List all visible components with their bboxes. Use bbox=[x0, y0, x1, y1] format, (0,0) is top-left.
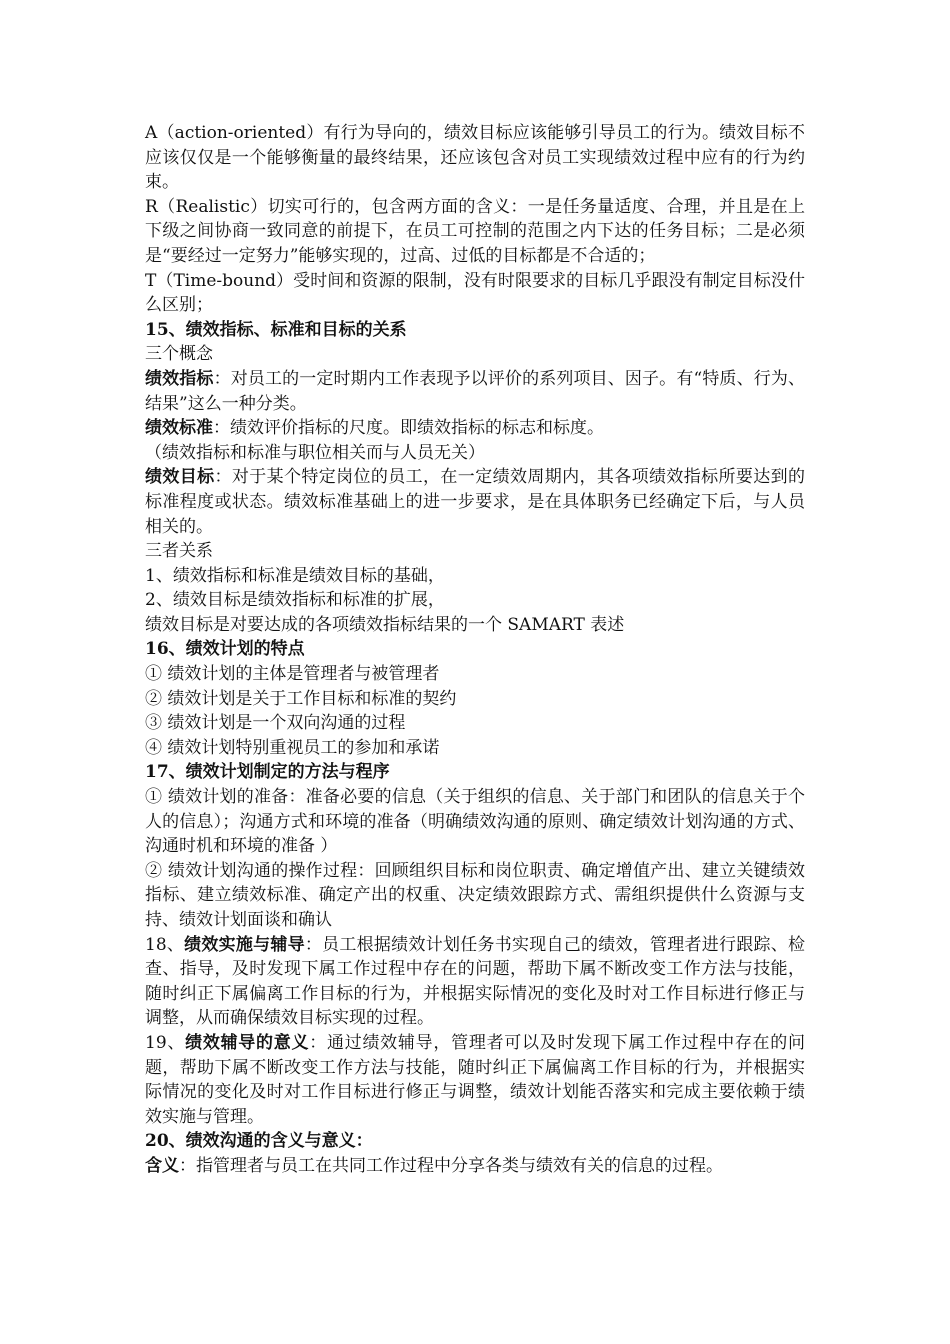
relation-item-3: 绩效目标是对要达成的各项绩效指标结果的一个 SAMART 表述 bbox=[145, 614, 625, 635]
term-indicator: 绩效指标 bbox=[145, 368, 214, 389]
feature-item-2: ② 绩效计划是关于工作目标和标准的契约 bbox=[145, 688, 457, 709]
section-18 bbox=[145, 933, 805, 1031]
subheading-relation: 三者关系 bbox=[145, 541, 213, 562]
feature-item-3: ③ 绩效计划是一个双向沟通的过程 bbox=[145, 713, 406, 734]
definition-goal bbox=[145, 465, 805, 539]
definition-meaning-text: ：指管理者与员工在共同工作过程中分享各类与绩效有关的信息的过程。 bbox=[179, 1155, 723, 1176]
subheading-three-concepts: 三个概念 bbox=[145, 344, 213, 365]
relation-item-1: 1、绩效指标和标准是绩效目标的基础， bbox=[145, 565, 445, 586]
section-18-number: 18、 bbox=[145, 934, 185, 955]
method-item-2: ② 绩效计划沟通的操作过程：回顾组织目标和岗位职责、确定增值产出、建立关键绩效指标、建立绩效标准、确定产出的权重、决定绩效跟踪方式、需组织提供什么资源与支持、绩效计划面谈和确认 bbox=[145, 860, 805, 930]
section-19-title: 绩效辅导的意义 bbox=[185, 1032, 310, 1053]
term-meaning: 含义 bbox=[145, 1155, 179, 1176]
definition-goal-text: ：对于某个特定岗位的员工，在一定绩效周期内，其各项绩效指标所要达到的标准程度或状态。绩效标准基础上的进一步要求，是在具体职务已经确定下后，与人员相关的。 bbox=[145, 467, 806, 537]
paragraph-realistic: R（Realistic）切实可行的，包含两方面的含义：一是任务量适度、合理，并且是在上下级之间协商一致同意的前提下，在员工可控制的范围之内下达的任务目标；二是必须是“要经过一定努力”能够实现的，过高、过低的目标都是不合适的； bbox=[145, 196, 805, 266]
section-19-number: 19、 bbox=[145, 1032, 186, 1053]
note-standard: （绩效指标和标准与职位相关而与人员无关） bbox=[145, 442, 485, 463]
feature-item-4: ④ 绩效计划特别重视员工的参加和承诺 bbox=[145, 737, 440, 758]
definition-indicator-text: ：对员工的一定时期内工作表现予以评价的系列项目、因子。有“特质、行为、结果”这么一种分类。 bbox=[145, 368, 805, 414]
paragraph-action-oriented: A（action-oriented）有行为导向的，绩效目标应该能够引导员工的行为。绩效目标不应该仅仅是一个能够衡量的最终结果，还应该包含对员工实现绩效过程中应有的行为约束。 bbox=[145, 123, 805, 193]
heading-17: 17、绩效计划制定的方法与程序 bbox=[145, 762, 390, 783]
section-19-body: ：通过绩效辅导，管理者可以及时发现下属工作过程中存在的问题，帮助下属不断改变工作方法与技能，随时纠正下属偏离工作目标的行为，并根据实际情况的变化及时对工作目标进行修正与调整，绩效计划能否落实和完成主要依赖于绩效实施与管理。 bbox=[145, 1032, 806, 1127]
section-19 bbox=[145, 1031, 805, 1129]
feature-item-1: ① 绩效计划的主体是管理者与被管理者 bbox=[145, 664, 440, 685]
definition-meaning bbox=[145, 1154, 805, 1179]
heading-16: 16、绩效计划的特点 bbox=[145, 639, 305, 660]
document-page bbox=[145, 121, 805, 1179]
term-standard: 绩效标准 bbox=[145, 418, 213, 439]
definition-indicator bbox=[145, 367, 805, 416]
section-18-body: ：员工根据绩效计划任务书实现自己的绩效，管理者进行跟踪、检查、指导，及时发现下属工作过程中存在的问题，帮助下属不断改变工作方法与技能，随时纠正下属偏离工作目标的行为，并根据实际情况的变化及时对工作目标进行修正与调整，从而确保绩效目标实现的过程。 bbox=[145, 934, 806, 1029]
section-18-title: 绩效实施与辅导 bbox=[184, 934, 305, 955]
relation-item-2: 2、绩效目标是绩效指标和标准的扩展， bbox=[145, 590, 445, 611]
method-item-1: ① 绩效计划的准备：准备必要的信息（关于组织的信息、关于部门和团队的信息关于个人的信息）；沟通方式和环境的准备（明确绩效沟通的原则、确定绩效计划沟通的方式、沟通时机和环境的准备 ） bbox=[145, 787, 805, 857]
definition-standard-text: ：绩效评价指标的尺度。即绩效指标的标志和标度。 bbox=[213, 418, 604, 439]
heading-20: 20、绩效沟通的含义与意义： bbox=[145, 1131, 373, 1152]
term-goal: 绩效目标 bbox=[145, 467, 215, 488]
heading-15: 15、绩效指标、标准和目标的关系 bbox=[145, 319, 407, 340]
paragraph-time-bound: T（Time-bound）受时间和资源的限制，没有时限要求的目标几乎跟没有制定目标没什么区别； bbox=[145, 270, 805, 316]
definition-standard bbox=[145, 416, 805, 441]
